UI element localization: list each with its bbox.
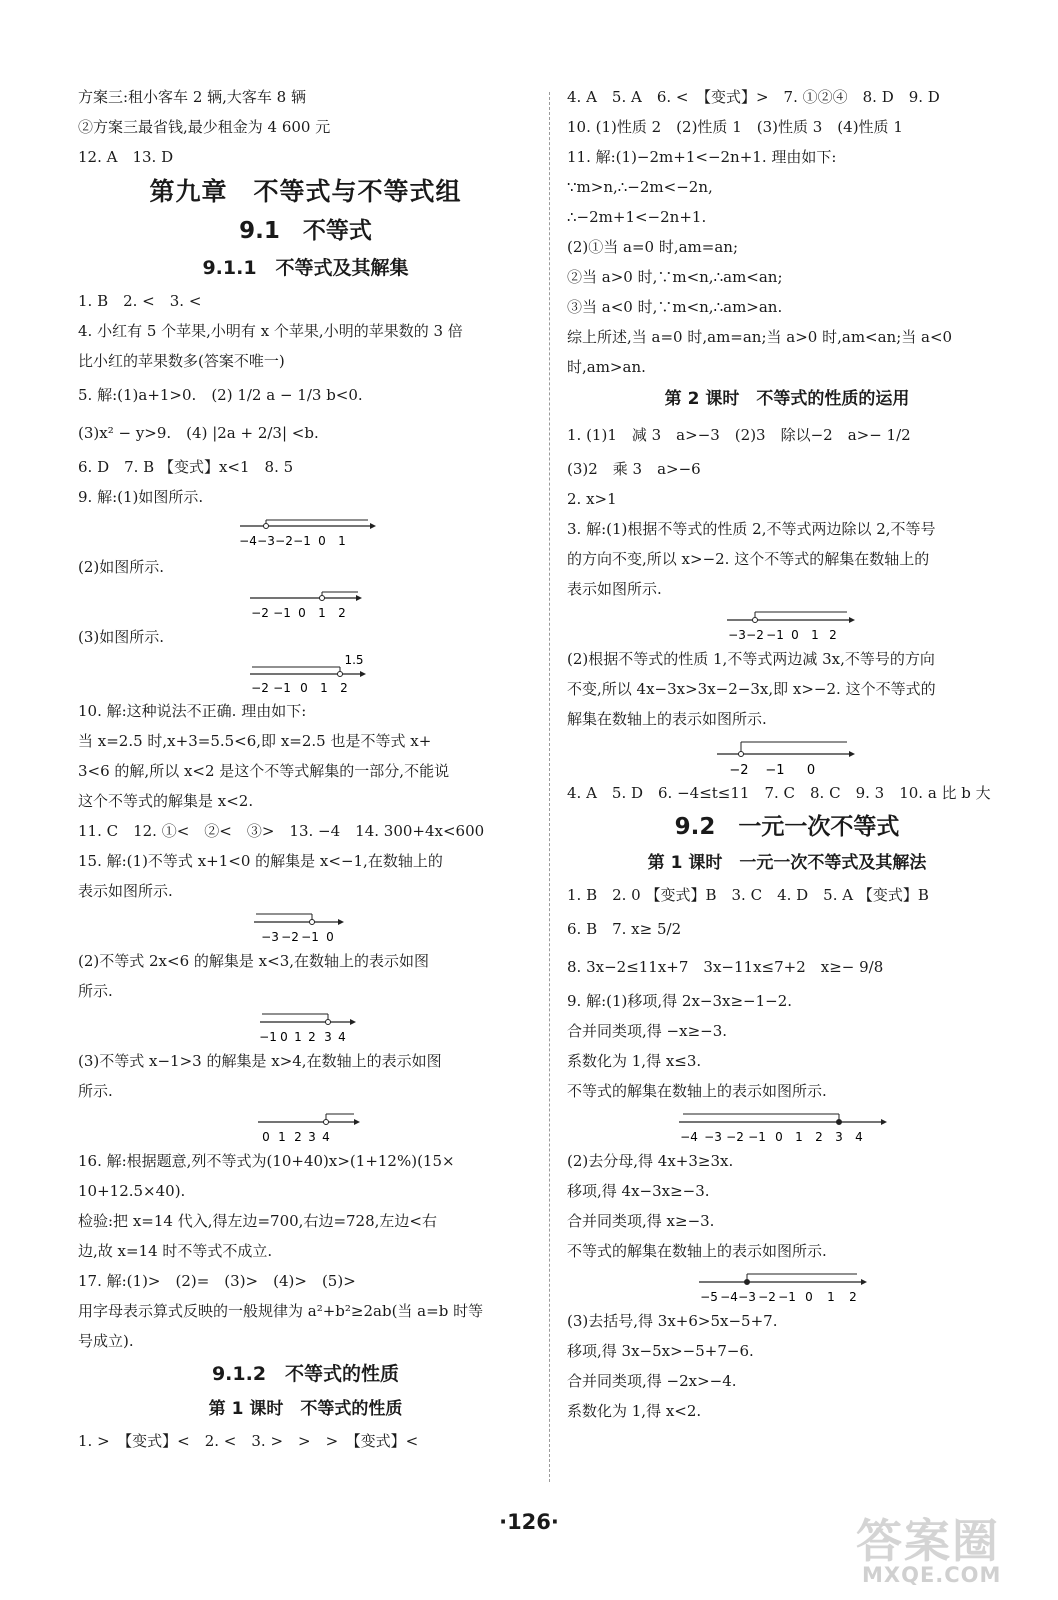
tick-label: −3	[704, 1130, 722, 1144]
tick-label: 3	[324, 1030, 332, 1044]
text-line: 时,am>an.	[567, 358, 646, 376]
text-line: 合并同类项,得 −2x>−4.	[567, 1372, 737, 1390]
text-line: 所示.	[78, 982, 113, 1000]
number-line	[78, 906, 533, 946]
tick-label: 2	[338, 606, 346, 620]
tick-label: 0	[326, 930, 334, 944]
right-column	[567, 82, 1007, 1426]
tick-label: −2	[281, 930, 299, 944]
tick-label: −1	[748, 1130, 766, 1144]
number-line-svg	[78, 652, 533, 696]
text-line: 6. D 7. B 【变式】x<1 8. 5	[78, 458, 294, 476]
number-line	[78, 1006, 533, 1046]
tick-label: −2	[251, 681, 269, 695]
tick-label: 0	[791, 628, 799, 642]
text-line: 9. 解:(1)移项,得 2x−3x≥−1−2.	[567, 992, 793, 1010]
tick-label: 4	[322, 1130, 330, 1144]
text-line: ∴−2m+1<−2n+1.	[567, 208, 707, 226]
tick-label: 1	[795, 1130, 803, 1144]
page-number: ·126·	[499, 1510, 559, 1534]
text-line: 12. A 13. D	[78, 148, 174, 166]
tick-label: 2	[308, 1030, 316, 1044]
text-line: (2)去分母,得 4x+3≥3x.	[567, 1152, 734, 1170]
number-line	[567, 1266, 1007, 1306]
text-line: 3. 解:(1)根据不等式的性质 2,不等式两边除以 2,不等号	[567, 520, 936, 538]
text-line: (3)如图所示.	[78, 628, 165, 646]
tick-label: −4	[680, 1130, 698, 1144]
text-line: (3)x² − y>9. (4) |2a + 2/3| <b.	[78, 424, 319, 442]
number-line	[78, 652, 533, 696]
number-line	[567, 604, 1007, 644]
tick-label: 2	[294, 1130, 302, 1144]
tick-label: 1	[811, 628, 819, 642]
text-line: 所示.	[78, 1082, 113, 1100]
text-line: 16. 解:根据题意,列不等式为(10+40)x>(1+12%)(15×	[78, 1152, 455, 1170]
tick-label: 4	[338, 1030, 346, 1044]
tick-label: 1.5	[344, 653, 364, 667]
tick-label: 0	[298, 606, 306, 620]
tick-label: −3	[261, 930, 279, 944]
tick-label: −3	[738, 1290, 756, 1304]
tick-label: −2	[729, 763, 749, 778]
text-line: 综上所述,当 a=0 时,am=an;当 a>0 时,am<an;当 a<0	[567, 328, 953, 346]
text-line: 号成立).	[78, 1332, 134, 1350]
text-line: 1. B 2. < 3. <	[78, 292, 202, 310]
number-line-svg	[78, 512, 533, 552]
tick-label: −3	[728, 628, 746, 642]
tick-label: 3	[835, 1130, 843, 1144]
number-line-svg	[567, 1266, 1007, 1306]
number-line-svg	[78, 1006, 533, 1046]
text-line: 合并同类项,得 x≥−3.	[567, 1212, 715, 1230]
number-line-svg	[78, 1106, 533, 1146]
text-line: (2)如图所示.	[78, 558, 165, 576]
text-line: 用字母表示算式反映的一般规律为 a²+b²≥2ab(当 a=b 时等	[78, 1302, 484, 1320]
tick-label: −2	[746, 628, 764, 642]
text-line: 不等式的解集在数轴上的表示如图所示.	[567, 1082, 827, 1100]
tick-label: −2	[275, 534, 293, 548]
text-line: (2)根据不等式的性质 1,不等式两边减 3x,不等号的方向	[567, 650, 935, 668]
text-line: ②方案三最省钱,最少租金为 4 600 元	[78, 118, 331, 136]
text-line: 方案三:租小客车 2 辆,大客车 8 辆	[78, 88, 306, 106]
tick-label: −4	[239, 534, 257, 548]
tick-label: 0	[300, 681, 308, 695]
section-title: 9.2 一元一次不等式	[674, 814, 900, 840]
text-line: 移项,得 4x−3x≥−3.	[567, 1182, 710, 1200]
tick-label: −2	[251, 606, 269, 620]
tick-label: 2	[815, 1130, 823, 1144]
text-line: 解集在数轴上的表示如图所示.	[567, 710, 767, 728]
tick-label: 3	[308, 1130, 316, 1144]
lesson-title: 第 1 课时 不等式的性质	[208, 1399, 403, 1419]
text-line: ②当 a>0 时,∵m<n,∴am<an;	[567, 268, 783, 286]
tick-label: 0	[262, 1130, 270, 1144]
number-line	[567, 1106, 1007, 1146]
text-line: 17. 解:(1)> (2)= (3)> (4)> (5)>	[78, 1272, 356, 1290]
text-line: 10. 解:这种说法不正确. 理由如下:	[78, 702, 307, 720]
watermark-url: MXQE.COM	[862, 1563, 1002, 1587]
text-line: 9. 解:(1)如图所示.	[78, 488, 204, 506]
tick-label: −1	[301, 930, 319, 944]
text-line: 15. 解:(1)不等式 x+1<0 的解集是 x<−1,在数轴上的	[78, 852, 443, 870]
tick-label: 0	[280, 1030, 288, 1044]
text-line: ∵m>n,∴−2m<−2n,	[567, 178, 713, 196]
text-line: 4. 小红有 5 个苹果,小明有 x 个苹果,小明的苹果数的 3 倍	[78, 322, 463, 340]
tick-label: −1	[273, 606, 291, 620]
text-line: (2)不等式 2x<6 的解集是 x<3,在数轴上的表示如图	[78, 952, 430, 970]
tick-label: −1	[766, 628, 784, 642]
text-line: (3)2 乘 3 a>−6	[567, 460, 701, 478]
watermark-logo	[856, 1505, 1026, 1595]
subsection-title: 9.1.2 不等式的性质	[211, 1363, 400, 1385]
text-line: 不变,所以 4x−3x>3x−2−3x,即 x>−2. 这个不等式的	[567, 680, 936, 698]
tick-label: 0	[805, 1290, 813, 1304]
tick-label: −2	[726, 1130, 744, 1144]
text-line: 表示如图所示.	[78, 882, 173, 900]
tick-label: −1	[259, 1030, 277, 1044]
text-line: 4. A 5. A 6. < 【变式】> 7. ①②④ 8. D 9. D	[567, 88, 940, 106]
text-line: 11. 解:(1)−2m+1<−2n+1. 理由如下:	[567, 148, 837, 166]
tick-label: −3	[257, 534, 275, 548]
subsection-title: 9.1.1 不等式及其解集	[202, 257, 409, 279]
tick-label: 1	[278, 1130, 286, 1144]
tick-label: 2	[829, 628, 837, 642]
tick-label: −1	[778, 1290, 796, 1304]
chapter-title: 第九章 不等式与不等式组	[149, 177, 462, 206]
text-line: 8. 3x−2≤11x+7 3x−11x≤7+2 x≥− 9/8	[567, 958, 884, 976]
section-title: 9.1 不等式	[239, 218, 372, 244]
number-line	[567, 734, 1007, 778]
text-line: 这个不等式的解集是 x<2.	[78, 792, 254, 810]
text-line: 2. x>1	[567, 490, 617, 508]
number-line-svg	[78, 582, 533, 622]
text-line: (2)①当 a=0 时,am=an;	[567, 238, 738, 256]
text-line: 表示如图所示.	[567, 580, 662, 598]
tick-label: 1	[320, 681, 328, 695]
tick-label: −4	[720, 1290, 738, 1304]
text-line: 不等式的解集在数轴上的表示如图所示.	[567, 1242, 827, 1260]
text-line: 1. > 【变式】< 2. < 3. > > > 【变式】<	[78, 1432, 419, 1450]
tick-label: 0	[775, 1130, 783, 1144]
tick-label: −1	[293, 534, 311, 548]
text-line: 检验:把 x=14 代入,得左边=700,右边=728,左边<右	[78, 1212, 437, 1230]
tick-label: 1	[294, 1030, 302, 1044]
lesson-title: 第 2 课时 不等式的性质的运用	[664, 389, 910, 409]
text-line: (3)去括号,得 3x+6>5x−5+7.	[567, 1312, 778, 1330]
lesson-title: 第 1 课时 一元一次不等式及其解法	[647, 853, 927, 873]
text-line: 1. B 2. 0 【变式】B 3. C 4. D 5. A 【变式】B	[567, 886, 929, 904]
text-line: 的方向不变,所以 x>−2. 这个不等式的解集在数轴上的	[567, 550, 930, 568]
tick-label: 0	[806, 763, 816, 778]
text-line: (3)不等式 x−1>3 的解集是 x>4,在数轴上的表示如图	[78, 1052, 442, 1070]
tick-label: 4	[855, 1130, 863, 1144]
text-line: 10. (1)性质 2 (2)性质 1 (3)性质 3 (4)性质 1	[567, 118, 903, 136]
text-line: 4. A 5. D 6. −4≤t≤11 7. C 8. C 9. 3 10. a 比 b 大	[567, 784, 991, 802]
number-line	[78, 512, 533, 552]
tick-label: 1	[827, 1290, 835, 1304]
tick-label: −1	[765, 763, 785, 778]
text-line: 3<6 的解,所以 x<2 是这个不等式解集的一部分,不能说	[78, 762, 450, 780]
tick-label: −1	[273, 681, 291, 695]
number-line	[78, 1106, 533, 1146]
tick-label: 1	[318, 606, 326, 620]
text-line: 10+12.5×40).	[78, 1182, 186, 1200]
text-line: 11. C 12. ①< ②< ③> 13. −4 14. 300+4x<600	[78, 822, 485, 840]
text-line: 移项,得 3x−5x>−5+7−6.	[567, 1342, 754, 1360]
text-line: 1. (1)1 减 3 a>−3 (2)3 除以−2 a>− 1/2	[567, 426, 911, 444]
tick-label: 0	[318, 534, 326, 548]
column-divider	[549, 92, 550, 1482]
text-line: ③当 a<0 时,∵m<n,∴am>an.	[567, 298, 783, 316]
tick-label: 2	[340, 681, 348, 695]
number-line-svg	[78, 906, 533, 946]
text-line: 边,故 x=14 时不等式不成立.	[78, 1242, 273, 1260]
tick-label: 2	[849, 1290, 857, 1304]
text-line: 6. B 7. x≥ 5/2	[567, 920, 682, 938]
text-line: 5. 解:(1)a+1>0. (2) 1/2 a − 1/3 b<0.	[78, 386, 363, 404]
text-line: 比小红的苹果数多(答案不唯一)	[78, 352, 285, 370]
number-line	[78, 582, 533, 622]
tick-label: 1	[338, 534, 346, 548]
tick-label: −2	[758, 1290, 776, 1304]
number-line-svg	[567, 604, 1007, 644]
text-line: 系数化为 1,得 x<2.	[567, 1402, 702, 1420]
watermark-text: 答案圈	[856, 1514, 1000, 1568]
text-line: 系数化为 1,得 x≤3.	[567, 1052, 702, 1070]
left-column	[78, 82, 533, 1456]
text-line: 当 x=2.5 时,x+3=5.5<6,即 x=2.5 也是不等式 x+	[78, 732, 432, 750]
number-line-svg	[567, 1106, 1007, 1146]
number-line-svg	[567, 734, 1007, 778]
text-line: 合并同类项,得 −x≥−3.	[567, 1022, 728, 1040]
tick-label: −5	[700, 1290, 718, 1304]
